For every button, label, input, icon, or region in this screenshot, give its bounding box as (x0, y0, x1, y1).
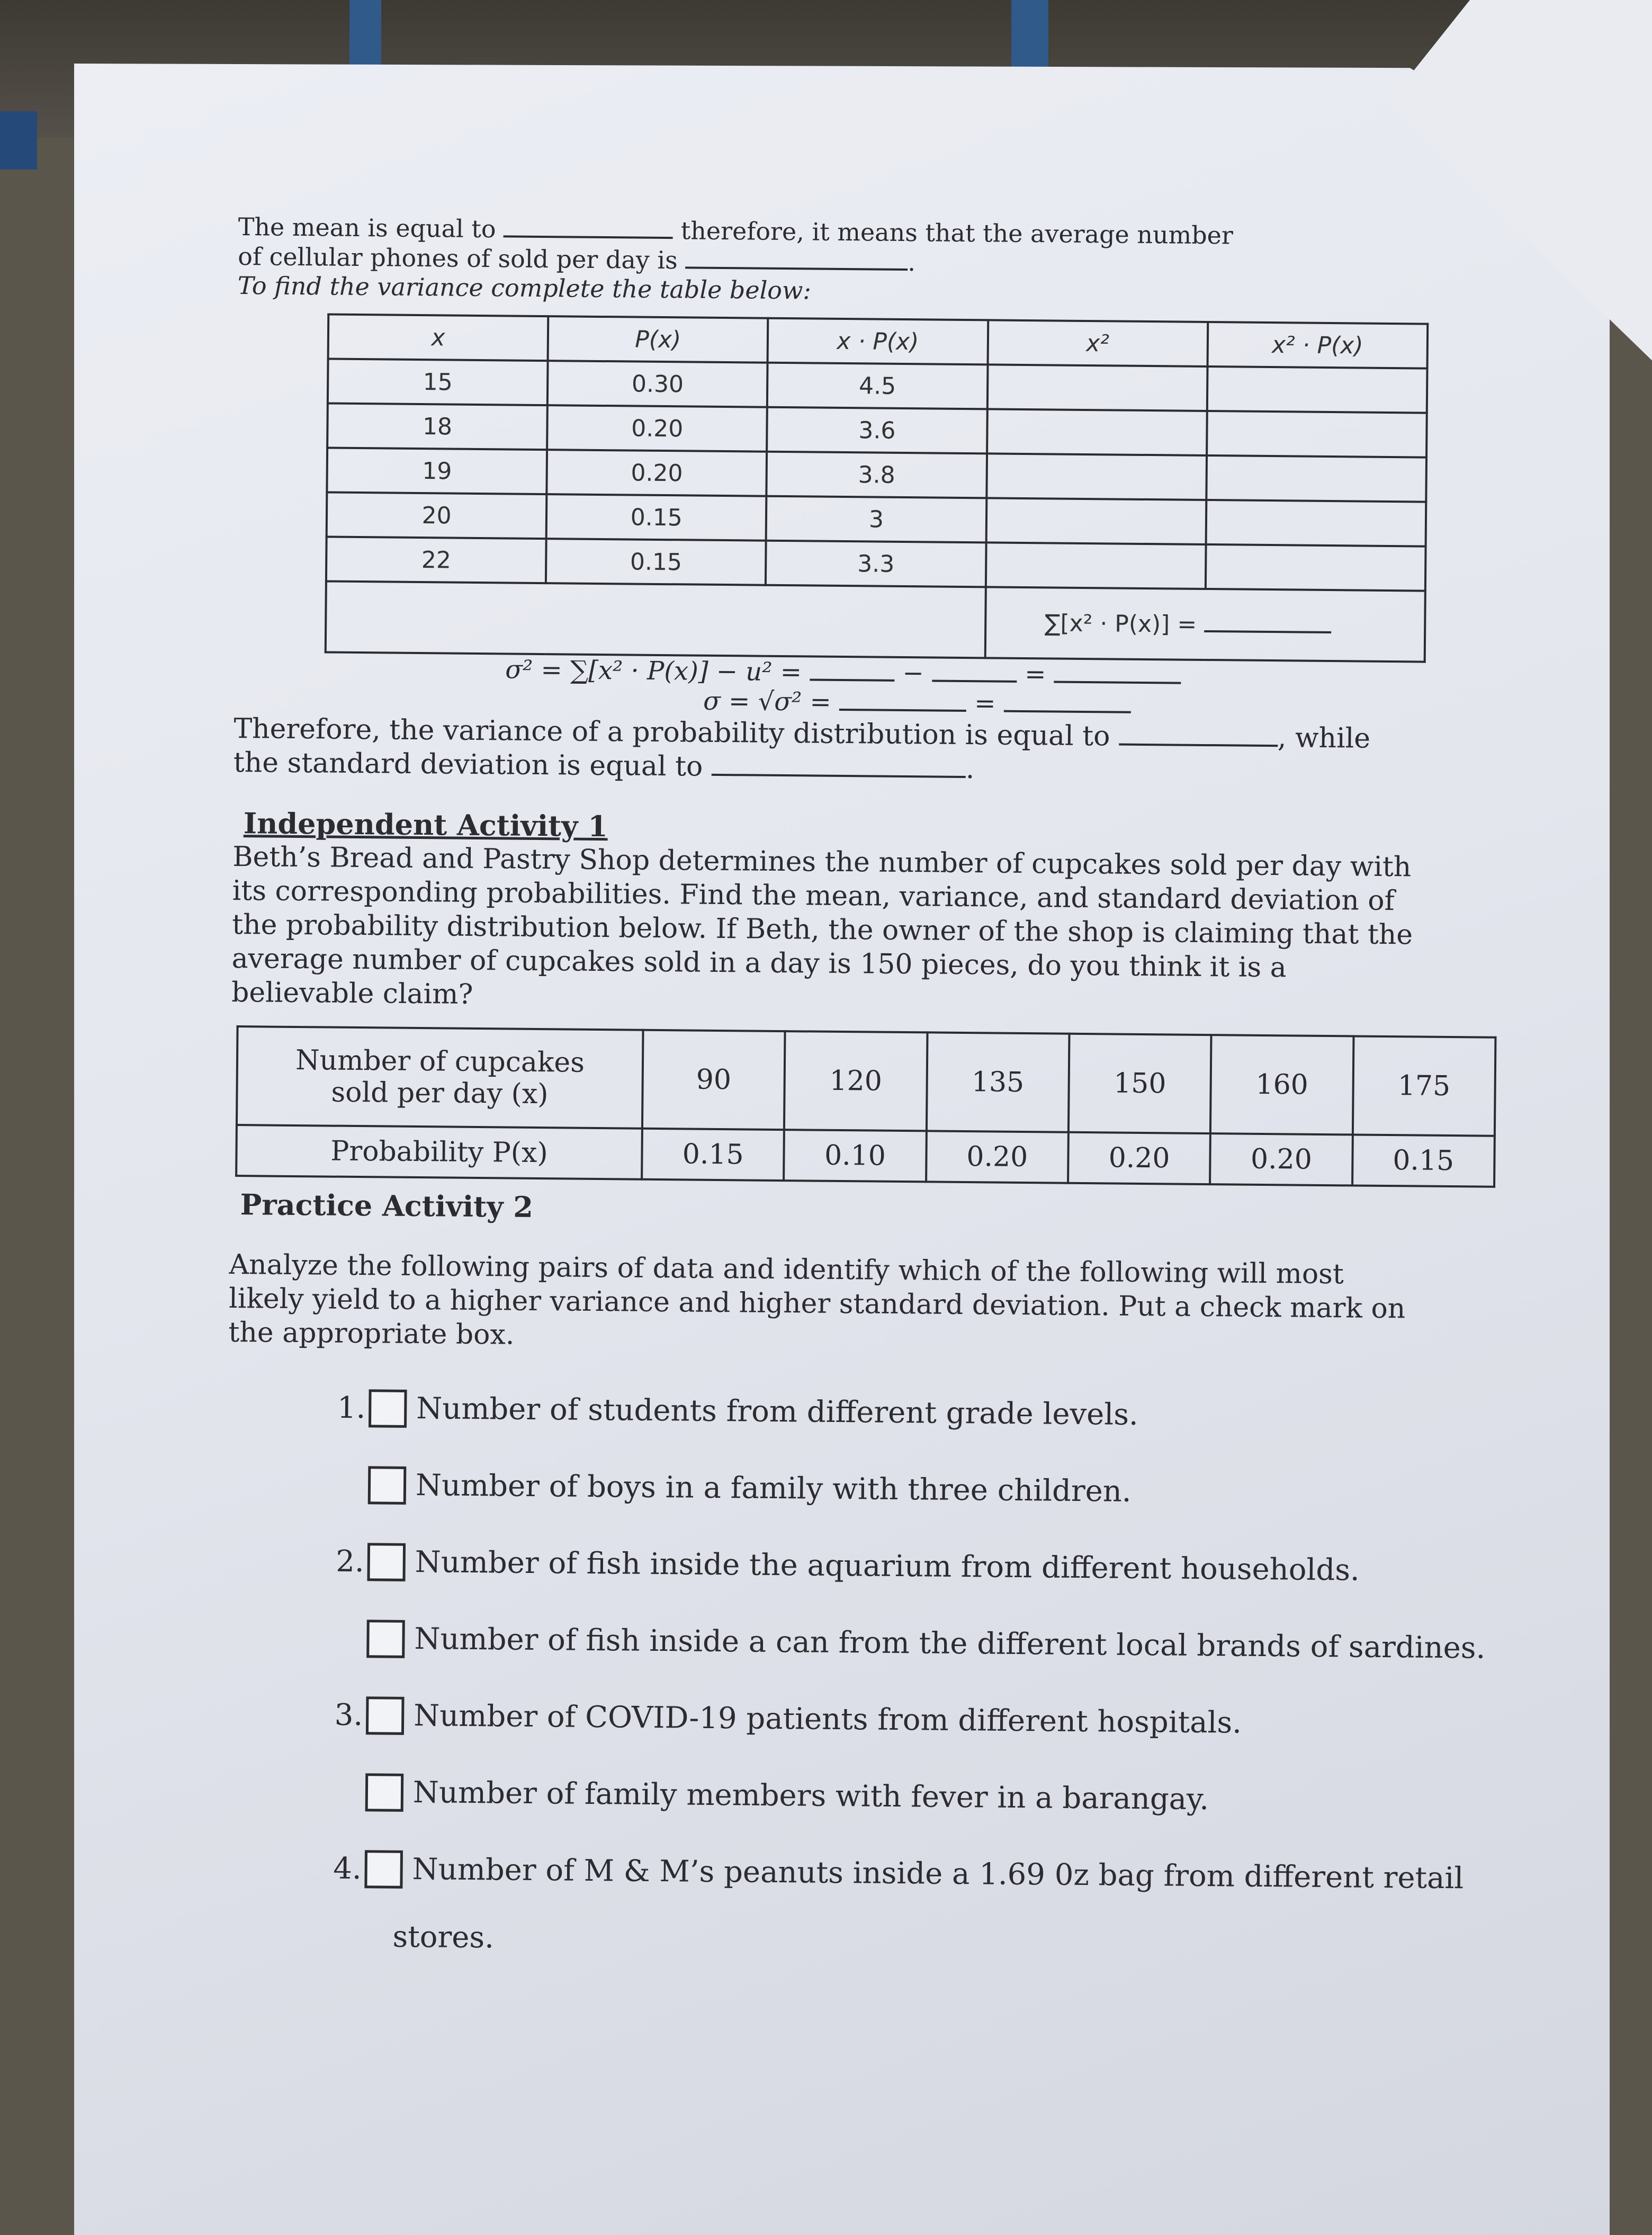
x-value-cell: 135 (927, 1032, 1070, 1132)
empty-answer-cell[interactable] (1207, 411, 1427, 458)
table-cell: 3 (766, 496, 986, 543)
empty-answer-cell[interactable] (986, 453, 1207, 500)
checkbox[interactable] (365, 1773, 404, 1812)
conclusion-text: Therefore, the variance of a probability distribution is equal to (234, 712, 1110, 753)
checkbox[interactable] (369, 1389, 407, 1428)
header-cell: x² (987, 320, 1208, 366)
answer-blank[interactable] (839, 709, 966, 712)
item-number: 4. (333, 1851, 362, 1887)
x-label-line1: Number of cupcakes (295, 1044, 585, 1079)
x-value-cell: 90 (642, 1030, 785, 1130)
item-number: 2. (336, 1544, 365, 1579)
checkbox[interactable] (367, 1543, 406, 1581)
minus-sign: − (902, 658, 924, 689)
probability-cell: 0.10 (784, 1130, 926, 1182)
checkbox[interactable] (366, 1620, 405, 1658)
header-cell: x² · P(x) (1207, 322, 1427, 369)
list-item (323, 1369, 1525, 1456)
mean-text-line2: of cellular phones of sold per day is (238, 242, 678, 275)
probability-cell: 0.20 (1210, 1133, 1352, 1185)
empty-answer-cell[interactable] (1206, 455, 1426, 502)
table-cell: 15 (328, 359, 548, 405)
table-instruction: To find the variance complete the table below: (237, 271, 812, 305)
conclusion-paragraph: Therefore, the variance of a probability distribution is equal to , while the standard deviation is equal to . (233, 712, 1371, 785)
activity1-title: Independent Activity 1 (243, 806, 608, 844)
conclusion-text-cont: , while (1277, 722, 1371, 755)
table-cell: 0.20 (547, 405, 767, 452)
table-cell: 0.15 (546, 494, 767, 541)
item-text: Number of students from different grade levels. (416, 1391, 1139, 1432)
x-row (237, 1026, 1496, 1136)
empty-answer-cell[interactable] (1206, 544, 1426, 591)
variance-formula: σ² = ∑[x² · P(x)] − u² = (505, 655, 802, 687)
item-number (321, 1638, 364, 1639)
x-value-cell: 120 (784, 1031, 927, 1131)
equals-sign: = (1024, 659, 1046, 690)
table-cell: 18 (327, 403, 547, 450)
probability-cell: 0.15 (1352, 1134, 1495, 1186)
table-cell: 19 (327, 448, 547, 494)
x-label-line2: sold per day (x) (331, 1076, 549, 1111)
probability-cell: 0.20 (926, 1131, 1069, 1183)
mean-statement: The mean is equal to therefore, it means that the average number of cellular phones of sold per day is . (238, 212, 1234, 277)
table-cell: 22 (326, 537, 546, 583)
sum-row (326, 581, 1425, 661)
table-cell: 20 (327, 492, 547, 539)
mean-text: The mean is equal to (238, 212, 496, 244)
table-cell: 4.5 (767, 363, 987, 409)
checkbox[interactable] (366, 1696, 405, 1735)
x-value-cell: 150 (1069, 1034, 1211, 1133)
answer-blank[interactable] (1119, 744, 1278, 747)
item-text: Number of M & M’s peanuts inside a 1.69 0z bag from different retail (412, 1852, 1464, 1896)
activity1-body: Beth’s Bread and Pastry Shop determines the number of cupcakes sold per day with its corresponding probabilities. Find the mean, variance, and standard deviation of the probability distribution below. If Beth, the owner of the shop is claiming that the average number of cupcakes sold in a day is 150 pieces, do you think it is a believable claim? (231, 841, 1413, 1011)
x-value-cell: 175 (1353, 1036, 1496, 1136)
table-cell: 0.15 (546, 539, 766, 585)
answer-blank[interactable] (504, 235, 673, 239)
empty-answer-cell[interactable] (1206, 500, 1426, 547)
background-rail (0, 111, 37, 169)
header-cell: x (328, 314, 549, 361)
answer-blank[interactable] (1054, 681, 1181, 684)
list-item (319, 1753, 1522, 1840)
cupcake-table (235, 1025, 1496, 1188)
sum-cell (985, 587, 1425, 661)
sum-label: ∑[x² · P(x)] = (1044, 609, 1197, 638)
sd-formula: σ = √σ² = (703, 686, 831, 717)
answer-blank[interactable] (1004, 710, 1131, 713)
header-cell: x · P(x) (768, 318, 988, 365)
empty-answer-cell[interactable] (987, 409, 1207, 455)
probability-cell: 0.20 (1068, 1132, 1210, 1184)
table-cell: 3.3 (766, 541, 986, 587)
variance-table (325, 313, 1429, 663)
empty-answer-cell[interactable] (1207, 366, 1427, 413)
answer-blank[interactable] (1204, 630, 1331, 633)
list-item-continuation (318, 1907, 1521, 1975)
probability-cell: 0.15 (642, 1129, 784, 1181)
empty-answer-cell[interactable] (985, 542, 1206, 589)
activity2-title: Practice Activity 2 (240, 1187, 534, 1224)
list-item (322, 1446, 1524, 1533)
checkbox[interactable] (368, 1466, 407, 1505)
header-cell: P(x) (548, 316, 768, 363)
x-row-label (237, 1026, 643, 1129)
item-text: Number of fish inside a can from the different local brands of sardines. (414, 1622, 1486, 1666)
list-item (319, 1830, 1521, 1917)
table-cell: 3.8 (767, 452, 987, 498)
checkbox-list (318, 1369, 1525, 1975)
list-item (320, 1676, 1523, 1764)
item-number: 1. (337, 1390, 366, 1426)
probability-row (236, 1125, 1495, 1187)
table-cell: 3.6 (767, 407, 987, 454)
item-text: Number of COVID-19 patients from different hospitals. (413, 1698, 1242, 1740)
empty-answer-cell[interactable] (986, 498, 1206, 544)
answer-blank[interactable] (712, 774, 966, 778)
mean-text-cont: therefore, it means that the average number (680, 216, 1234, 250)
item-text: stores. (392, 1919, 495, 1955)
worksheet-content (223, 212, 1536, 1975)
answer-blank[interactable] (685, 266, 908, 271)
activity2-instructions: Analyze the following pairs of data and identify which of the following will most likely yield to a higher variance and higher standard deviation. Put a check mark on the appropriate box. (228, 1248, 1406, 1351)
table-cell: 0.30 (547, 361, 768, 407)
item-text: Number of boys in a family with three children. (415, 1468, 1132, 1509)
background-post (349, 0, 381, 74)
list-item (321, 1599, 1523, 1687)
item-text: Number of family members with fever in a barangay. (412, 1775, 1209, 1817)
answer-blank[interactable] (810, 678, 894, 681)
item-number: 3. (334, 1697, 363, 1733)
probability-row-label: Probability P(x) (236, 1125, 642, 1179)
table-cell: 0.20 (547, 450, 767, 496)
item-text: Number of fish inside the aquarium from different households. (415, 1545, 1360, 1588)
list-item (321, 1523, 1524, 1610)
empty-answer-cell[interactable] (987, 364, 1207, 411)
checkbox[interactable] (364, 1850, 403, 1889)
equals-sign: = (974, 689, 996, 719)
x-value-cell: 160 (1210, 1035, 1353, 1134)
conclusion-text-line2: the standard deviation is equal to (233, 746, 703, 783)
answer-blank[interactable] (932, 680, 1017, 682)
empty-sum-cell (326, 581, 986, 658)
